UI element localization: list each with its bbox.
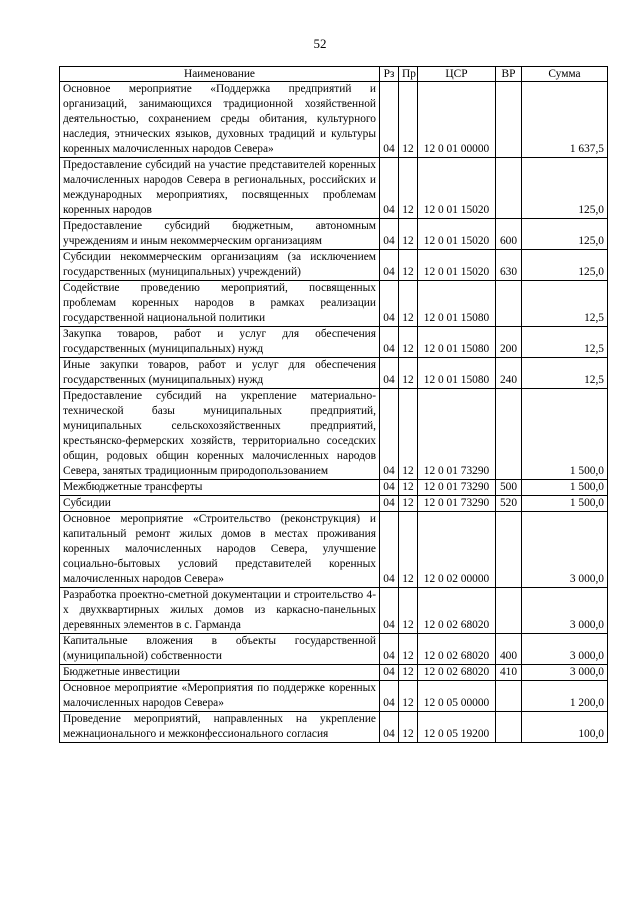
header-name: Наименование [60, 67, 380, 82]
cell-name: Основное мероприятие «Поддержка предприятий и организаций, занимающихся традиционной хозяйственной деятельностью, сохранением среды обитания, культурного наследия, этнических языков, духовных традиций и культуры коренных малочисленных народов Севера» [60, 82, 380, 158]
cell-sum: 1 500,0 [522, 389, 608, 480]
cell-rz: 04 [380, 480, 399, 496]
cell-pr: 12 [399, 480, 418, 496]
cell-vr [496, 588, 522, 634]
table-row [60, 681, 608, 712]
cell-sum: 125,0 [522, 158, 608, 219]
cell-csr: 12 0 01 73290 [418, 389, 496, 480]
table-row [60, 327, 608, 358]
budget-table [59, 66, 608, 743]
cell-sum: 100,0 [522, 712, 608, 743]
cell-rz: 04 [380, 389, 399, 480]
cell-sum: 3 000,0 [522, 588, 608, 634]
cell-pr: 12 [399, 327, 418, 358]
cell-pr: 12 [399, 665, 418, 681]
cell-sum: 3 000,0 [522, 634, 608, 665]
cell-pr: 12 [399, 389, 418, 480]
cell-vr [496, 681, 522, 712]
cell-csr: 12 0 01 73290 [418, 496, 496, 512]
cell-vr: 400 [496, 634, 522, 665]
header-vr: ВР [496, 67, 522, 82]
cell-sum: 1 200,0 [522, 681, 608, 712]
cell-vr [496, 512, 522, 588]
cell-pr: 12 [399, 158, 418, 219]
table-row [60, 250, 608, 281]
table-row [60, 82, 608, 158]
cell-rz: 04 [380, 496, 399, 512]
cell-name: Закупка товаров, работ и услуг для обеспечения государственных (муниципальных) нужд [60, 327, 380, 358]
cell-pr: 12 [399, 712, 418, 743]
cell-rz: 04 [380, 82, 399, 158]
header-rz: Рз [380, 67, 399, 82]
cell-sum: 12,5 [522, 281, 608, 327]
cell-sum: 125,0 [522, 219, 608, 250]
cell-name: Предоставление субсидий на укрепление материально-технической базы муниципальных предприятий, муниципальных сельскохозяйственных предприятий, крестьянско-фермерских хозяйств, территориально соседских общин, родовых общин коренных малочисленных народов Севера, занятых традиционным природопользованием [60, 389, 380, 480]
cell-name: Содействие проведению мероприятий, посвященных проблемам коренных народов в рамках реализации государственной национальной политики [60, 281, 380, 327]
cell-pr: 12 [399, 512, 418, 588]
table-row [60, 389, 608, 480]
cell-vr: 200 [496, 327, 522, 358]
cell-rz: 04 [380, 712, 399, 743]
table-row [60, 665, 608, 681]
cell-pr: 12 [399, 281, 418, 327]
cell-name: Субсидии некоммерческим организациям (за исключением государственных (муниципальных) учреждений) [60, 250, 380, 281]
cell-rz: 04 [380, 665, 399, 681]
cell-sum: 12,5 [522, 327, 608, 358]
table-row [60, 512, 608, 588]
cell-pr: 12 [399, 250, 418, 281]
cell-rz: 04 [380, 219, 399, 250]
cell-name: Предоставление субсидий на участие представителей коренных малочисленных народов Севера в региональных, российских и международных мероприятиях, посвященных проблемам коренных народов [60, 158, 380, 219]
cell-csr: 12 0 02 68020 [418, 665, 496, 681]
cell-rz: 04 [380, 681, 399, 712]
cell-csr: 12 0 05 00000 [418, 681, 496, 712]
cell-csr: 12 0 01 15020 [418, 250, 496, 281]
cell-pr: 12 [399, 634, 418, 665]
cell-rz: 04 [380, 358, 399, 389]
cell-pr: 12 [399, 588, 418, 634]
header-pr: Пр [399, 67, 418, 82]
cell-pr: 12 [399, 496, 418, 512]
cell-csr: 12 0 01 00000 [418, 82, 496, 158]
cell-name: Проведение мероприятий, направленных на укрепление межнационального и межконфессионального согласия [60, 712, 380, 743]
cell-rz: 04 [380, 281, 399, 327]
cell-rz: 04 [380, 512, 399, 588]
cell-name: Бюджетные инвестиции [60, 665, 380, 681]
cell-csr: 12 0 01 73290 [418, 480, 496, 496]
cell-vr: 500 [496, 480, 522, 496]
table-row [60, 634, 608, 665]
cell-csr: 12 0 01 15020 [418, 158, 496, 219]
cell-pr: 12 [399, 681, 418, 712]
table-row [60, 480, 608, 496]
cell-csr: 12 0 01 15020 [418, 219, 496, 250]
cell-vr: 410 [496, 665, 522, 681]
cell-sum: 12,5 [522, 358, 608, 389]
table-row [60, 496, 608, 512]
cell-csr: 12 0 02 68020 [418, 588, 496, 634]
header-sum: Сумма [522, 67, 608, 82]
cell-csr: 12 0 05 19200 [418, 712, 496, 743]
cell-name: Основное мероприятие «Мероприятия по поддержке коренных малочисленных народов Севера» [60, 681, 380, 712]
cell-rz: 04 [380, 634, 399, 665]
cell-rz: 04 [380, 588, 399, 634]
cell-vr [496, 712, 522, 743]
cell-vr: 240 [496, 358, 522, 389]
table-row [60, 158, 608, 219]
cell-csr: 12 0 02 68020 [418, 634, 496, 665]
cell-csr: 12 0 01 15080 [418, 327, 496, 358]
cell-csr: 12 0 01 15080 [418, 358, 496, 389]
table-row [60, 358, 608, 389]
cell-vr: 600 [496, 219, 522, 250]
table-row [60, 712, 608, 743]
cell-rz: 04 [380, 327, 399, 358]
cell-name: Иные закупки товаров, работ и услуг для обеспечения государственных (муниципальных) нужд [60, 358, 380, 389]
cell-name: Капитальные вложения в объекты государственной (муниципальной) собственности [60, 634, 380, 665]
cell-csr: 12 0 01 15080 [418, 281, 496, 327]
cell-name: Межбюджетные трансферты [60, 480, 380, 496]
cell-sum: 3 000,0 [522, 665, 608, 681]
cell-rz: 04 [380, 158, 399, 219]
cell-name: Разработка проектно-сметной документации и строительство 4-х двухквартирных жилых домов из каркасно-панельных деревянных элементов в с. Гарманда [60, 588, 380, 634]
cell-pr: 12 [399, 219, 418, 250]
cell-name: Субсидии [60, 496, 380, 512]
cell-csr: 12 0 02 00000 [418, 512, 496, 588]
cell-sum: 1 500,0 [522, 480, 608, 496]
cell-vr [496, 158, 522, 219]
cell-sum: 3 000,0 [522, 512, 608, 588]
table-row [60, 219, 608, 250]
cell-sum: 125,0 [522, 250, 608, 281]
cell-vr [496, 389, 522, 480]
cell-vr: 520 [496, 496, 522, 512]
table-header-row [60, 67, 608, 82]
cell-sum: 1 637,5 [522, 82, 608, 158]
cell-vr: 630 [496, 250, 522, 281]
cell-vr [496, 82, 522, 158]
cell-sum: 1 500,0 [522, 496, 608, 512]
header-csr: ЦСР [418, 67, 496, 82]
cell-pr: 12 [399, 358, 418, 389]
cell-pr: 12 [399, 82, 418, 158]
cell-rz: 04 [380, 250, 399, 281]
cell-vr [496, 281, 522, 327]
cell-name: Предоставление субсидий бюджетным, автономным учреждениям и иным некоммерческим организациям [60, 219, 380, 250]
cell-name: Основное мероприятие «Строительство (реконструкция) и капитальный ремонт жилых домов в местах проживания коренных малочисленных народов Севера, улучшение социально-бытовых условий представителей коренных малочисленных народов Севера» [60, 512, 380, 588]
table-row [60, 588, 608, 634]
page-number: 52 [313, 36, 327, 51]
table-row [60, 281, 608, 327]
